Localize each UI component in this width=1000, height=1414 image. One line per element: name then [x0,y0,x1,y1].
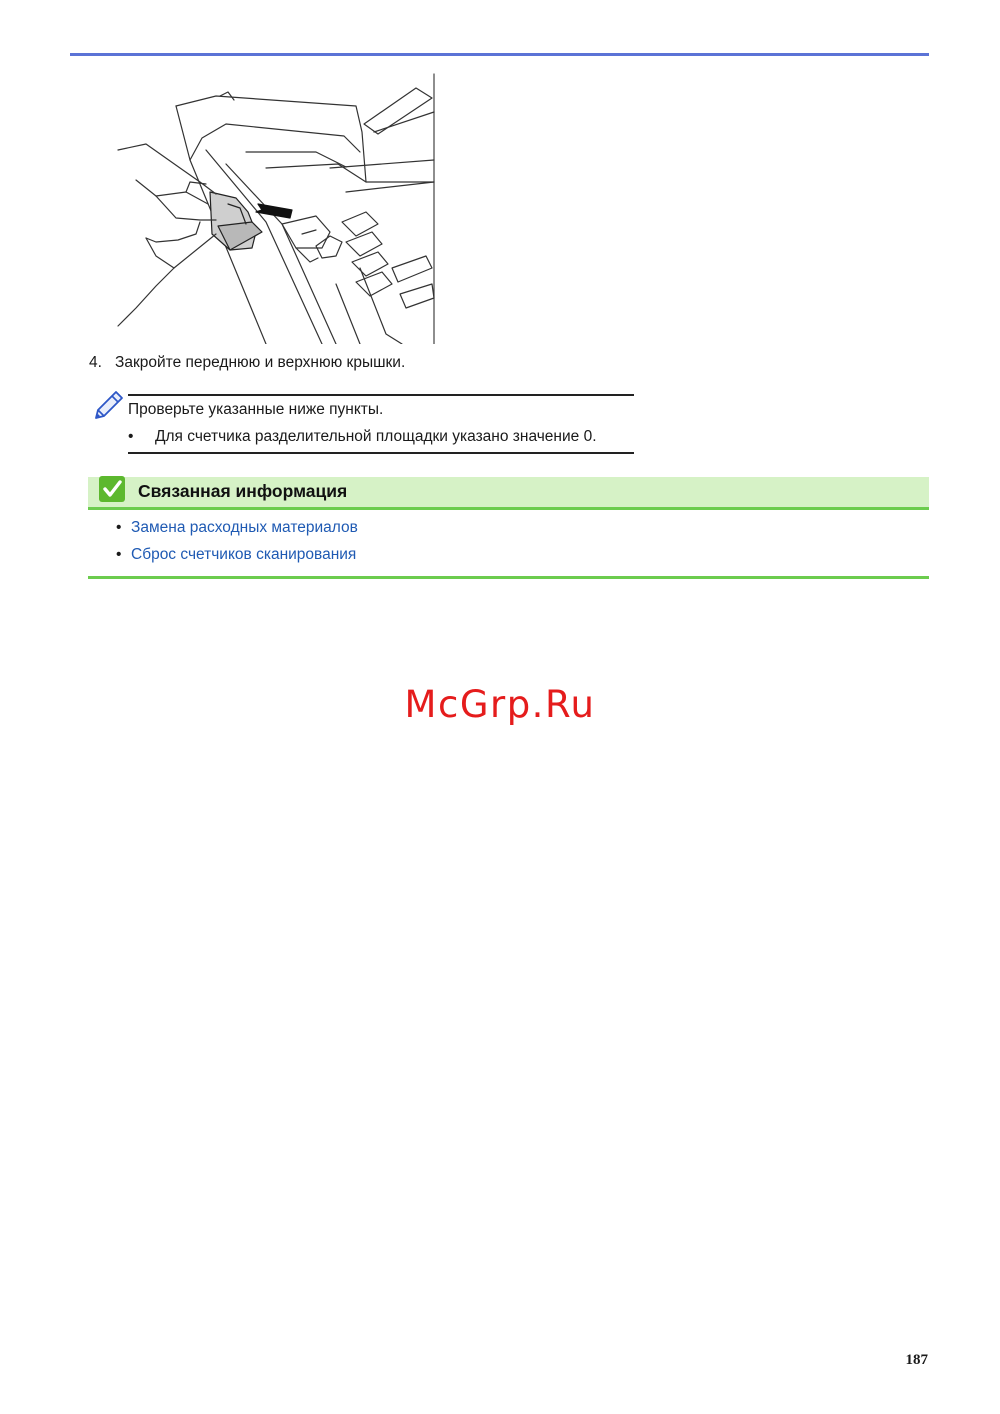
header-rule [70,53,929,56]
related-links-list [116,518,358,572]
step-number: 4. [89,354,102,371]
note-bottom-rule [128,452,634,454]
note-lead-text: Проверьте указанные ниже пункты. [128,401,384,418]
step-text: Закройте переднюю и верхнюю крышки. [115,354,406,371]
scanner-pad-illustration [116,72,438,344]
note-item-text: Для счетчика разделительной площадки указано значение 0. [155,428,597,445]
related-bottom-rule [88,576,929,579]
bullet: • [116,546,122,563]
page-number: 187 [905,1352,928,1368]
instruction-step [89,354,405,372]
bullet: • [116,519,122,536]
link-reset-scan-counters[interactable]: Сброс счетчиков сканирования [131,546,357,563]
list-item [116,518,358,545]
related-info-title: Связанная информация [138,481,348,501]
note-list-item [128,428,597,446]
bullet: • [128,428,134,445]
list-item [116,545,358,572]
pencil-icon [90,388,124,422]
watermark: McGrp.Ru [404,683,596,726]
note-top-rule [128,394,634,396]
link-replace-consumables[interactable]: Замена расходных материалов [131,519,358,536]
related-info-header [88,477,929,510]
checkmark-icon [98,475,126,503]
